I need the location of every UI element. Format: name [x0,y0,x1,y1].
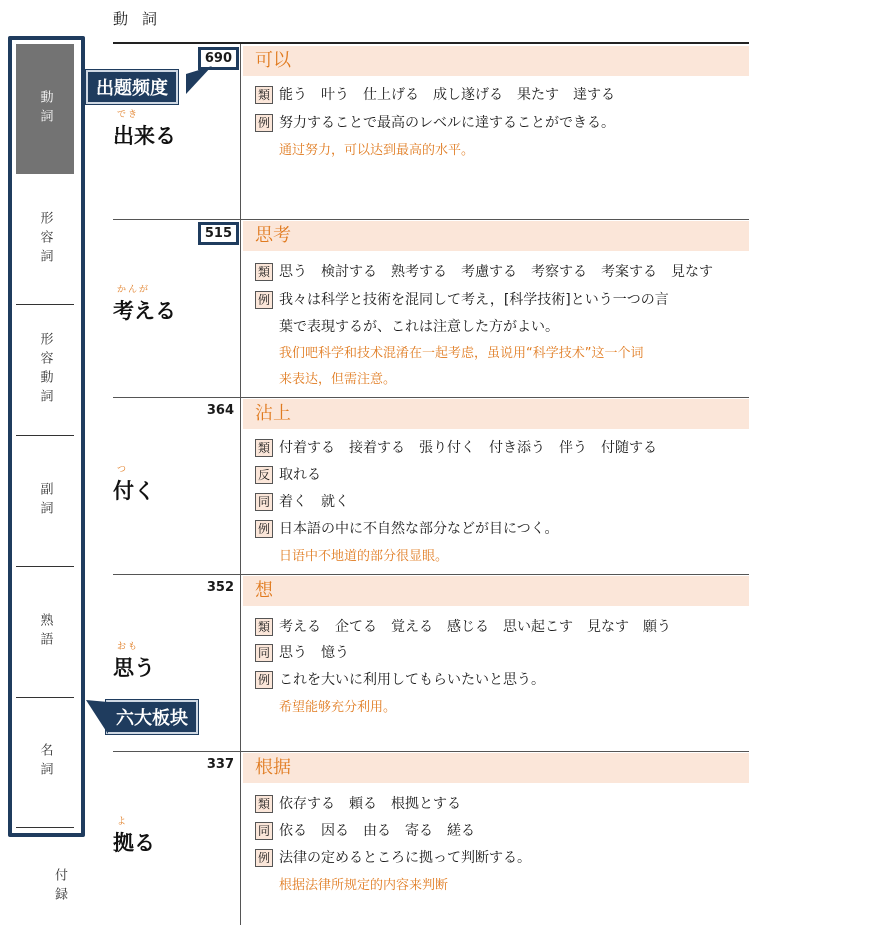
frequency-count: 690 [198,47,239,70]
headword-reading: よ [117,817,129,827]
entry-separator [113,219,749,220]
tag-rei: 例 [255,671,273,689]
same-row [255,820,475,840]
frequency-count: 364 [206,403,234,418]
tab-idioms[interactable]: 熟語 [37,613,53,651]
tag-rei: 例 [255,849,273,867]
tag-dou: 同 [255,493,273,511]
example-row [255,518,558,538]
headword-reading: おも [117,642,140,652]
tab-adverbs[interactable]: 副詞 [37,482,53,520]
tag-rui: 類 [255,439,273,457]
entry-omou [113,574,749,751]
synonyms-row [255,84,615,104]
example-text: 日本語の中に不自然な部分などが目につく。 [279,521,559,537]
tab-adjectival-nouns[interactable]: 形容動詞 [37,332,53,408]
headword-reading: つ [117,465,129,475]
meaning-bar: 思考 [243,221,749,251]
tag-rui: 類 [255,618,273,636]
tab-divider [16,827,74,828]
example-row [255,112,615,132]
headword-text: 考える [113,299,176,323]
same-row [255,491,349,511]
synonyms-text: 依存する 頼る 根拠とする [279,796,461,812]
antonym-row [255,464,321,484]
tab-adjectives[interactable]: 形容詞 [37,210,53,268]
same-text: 着く 就く [279,494,349,510]
tag-rui: 類 [255,263,273,281]
translation: 根据法律所规定的内容来判断 [279,878,449,893]
tag-rei: 例 [255,291,273,309]
synonyms-row [255,261,713,281]
same-text: 依る 因る 由る 寄る 縒る [279,823,475,839]
translation: 日语中不地道的部分很显眼。 [279,549,449,564]
callout-sections: 六大板块 [106,700,198,734]
entry-yoru [113,751,749,925]
synonyms-text: 付着する 接着する 張り付く 付き添う 伴う 付随する [279,440,657,456]
entry-separator [113,574,749,575]
tag-rei: 例 [255,520,273,538]
example-text-cont: 葉で表現するが、これは注意した方がよい。 [279,319,559,335]
synonyms-text: 考える 企てる 覚える 感じる 思い起こす 見なす 願う [279,619,671,635]
tag-rei: 例 [255,114,273,132]
headword-reading: かんが [117,285,151,295]
tab-nouns[interactable]: 名詞 [37,743,53,781]
headword-text: 付く [113,479,155,503]
meaning-bar: 根据 [243,753,749,783]
example-text: 我々は科学と技術を混同して考え，[科学技術]という一つの言 [279,292,669,308]
example-row [255,669,545,689]
frequency-count: 352 [206,580,234,595]
frequency-count: 337 [206,757,234,772]
section-sidebar [8,36,84,836]
antonym-text: 取れる [279,467,321,483]
same-text: 思う 憶う [279,645,349,661]
tab-divider [16,566,74,567]
entry-separator [113,751,749,752]
tag-han: 反 [255,466,273,484]
headword-text: 思う [113,656,155,680]
tag-dou: 同 [255,644,273,662]
synonyms-row [255,793,461,813]
example-row [255,289,669,309]
headword [113,817,155,857]
entry-kangaeru [113,219,749,397]
entry-tsuku [113,397,749,574]
tag-rui: 類 [255,86,273,104]
callout-frequency: 出题频度 [86,70,178,104]
translation-cont: 来表达，但需注意。 [279,372,397,387]
translation: 我们吧科学和技术混淆在一起考虑，虽说用“科学技术”这一个词 [279,346,644,361]
translation: 希望能够充分利用。 [279,700,397,715]
headword-reading: でき [117,110,140,120]
tab-divider [16,435,74,436]
meaning-bar: 沾上 [243,399,749,429]
callout-sections-pointer [84,696,110,740]
synonyms-text: 能う 叶う 仕上げる 成し遂げる 果たす 達する [279,87,615,103]
tab-verbs[interactable]: 動詞 [16,44,74,174]
same-row [255,642,349,662]
tab-divider [16,304,74,305]
headword-text: 拠る [113,831,155,855]
meaning-bar: 可以 [243,46,749,76]
example-row [255,847,531,867]
example-text: これを大いに利用してもらいたいと思う。 [279,672,545,688]
callout-frequency-pointer [186,66,226,102]
headword [113,465,155,505]
page-section-title: 動詞 [113,10,172,28]
translation: 通过努力，可以达到最高的水平。 [279,143,475,158]
entry-separator [113,397,749,398]
example-text: 法律の定めるところに拠って判断する。 [279,850,531,866]
tag-dou: 同 [255,822,273,840]
headword [113,110,176,150]
tab-appendix[interactable]: 付録 [52,868,67,906]
synonyms-row [255,437,657,457]
meaning-bar: 想 [243,576,749,606]
tab-divider [16,697,74,698]
frequency-count: 515 [198,222,239,245]
headword-text: 出来る [113,124,176,148]
tag-rui: 類 [255,795,273,813]
headword [113,642,155,682]
synonyms-row [255,616,671,636]
example-text: 努力することで最高のレベルに達することができる。 [279,115,615,131]
synonyms-text: 思う 検討する 熟考する 考慮する 考察する 考案する 見なす [279,264,713,280]
headword [113,285,176,325]
